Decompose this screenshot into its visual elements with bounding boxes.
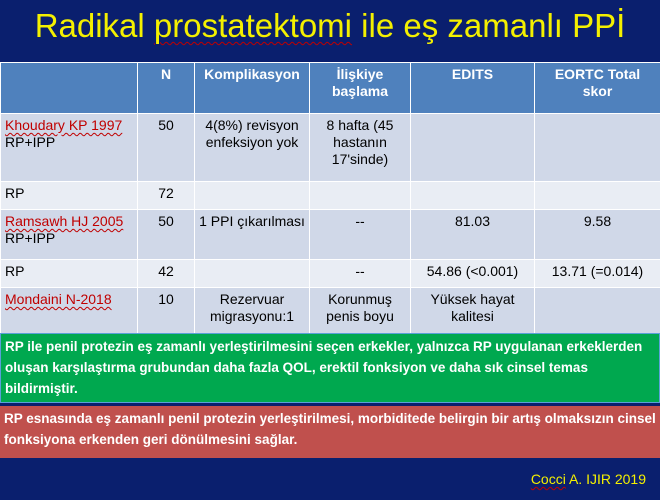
cell-eortc: 13.71 (=0.014) — [535, 260, 660, 288]
table-header-row — [1, 63, 660, 114]
cell-iliskiye: Korunmuş penis boyu — [310, 288, 411, 334]
header-komplikasyon: Komplikasyon — [195, 63, 310, 114]
cell-n: 50 — [138, 210, 195, 260]
cell-study: Mondaini N-2018 — [1, 288, 138, 334]
header-n: N — [138, 63, 195, 114]
cell-n: 50 — [138, 114, 195, 182]
cell-edits — [411, 114, 535, 182]
cell-komplikasyon: Rezervuar migrasyonu:1 — [195, 288, 310, 334]
cell-iliskiye — [310, 182, 411, 210]
cell-edits: 81.03 — [411, 210, 535, 260]
cell-iliskiye: -- — [310, 210, 411, 260]
cell-eortc — [535, 288, 660, 334]
cell-komplikasyon — [195, 182, 310, 210]
cell-study: Khoudary KP 1997 RP+IPP — [1, 114, 138, 182]
header-study — [1, 63, 138, 114]
title-underlined-word: prostatektomi — [153, 7, 353, 44]
table-row — [1, 114, 660, 182]
cell-study: Ramsawh HJ 2005 RP+IPP — [1, 210, 138, 260]
cell-komplikasyon — [195, 260, 310, 288]
table-row — [1, 210, 660, 260]
cell-n: 10 — [138, 288, 195, 334]
cell-study: RP — [1, 260, 138, 288]
table-row — [1, 182, 660, 210]
cell-edits — [411, 182, 535, 210]
slide-title: Radikal prostatektomi ile eş zamanlı PPİ — [34, 7, 626, 44]
cell-komplikasyon: 4(8%) revisyon enfeksiyon yok — [195, 114, 310, 182]
cell-eortc — [535, 182, 660, 210]
results-table — [0, 62, 660, 334]
cell-eortc — [535, 114, 660, 182]
cell-edits: Yüksek hayat kalitesi — [411, 288, 535, 334]
conclusion-red-box: RP esnasında eş zamanlı penil protezin yerleştirilmesi, morbiditede belirgin bir artış olmaksızın cinsel fonksiyona erkenden geri dönülmesini sağlar. — [0, 406, 660, 458]
cell-komplikasyon: 1 PPI çıkarılması — [195, 210, 310, 260]
header-eortc: EORTC Total skor — [535, 63, 660, 114]
header-iliskiye: İlişkiye başlama — [310, 63, 411, 114]
table-row — [1, 288, 660, 334]
cell-eortc: 9.58 — [535, 210, 660, 260]
header-edits: EDITS — [411, 63, 535, 114]
cell-iliskiye: -- — [310, 260, 411, 288]
cell-n: 72 — [138, 182, 195, 210]
cell-n: 42 — [138, 260, 195, 288]
table-row — [1, 260, 660, 288]
cell-edits: 54.86 (<0.001) — [411, 260, 535, 288]
cell-iliskiye: 8 hafta (45 hastanın 17'sinde) — [310, 114, 411, 182]
conclusion-green-box: RP ile penil protezin eş zamanlı yerleştirilmesini seçen erkekler, yalnızca RP uygulanan erkeklerden oluşan karşılaştırma grubundan daha fazla QOL, erektil fonksiyon ve daha sık cinsel temas bildirmiştir. — [0, 333, 660, 403]
cell-study: RP — [1, 182, 138, 210]
citation: Cocci A. IJIR 2019 — [530, 471, 646, 487]
